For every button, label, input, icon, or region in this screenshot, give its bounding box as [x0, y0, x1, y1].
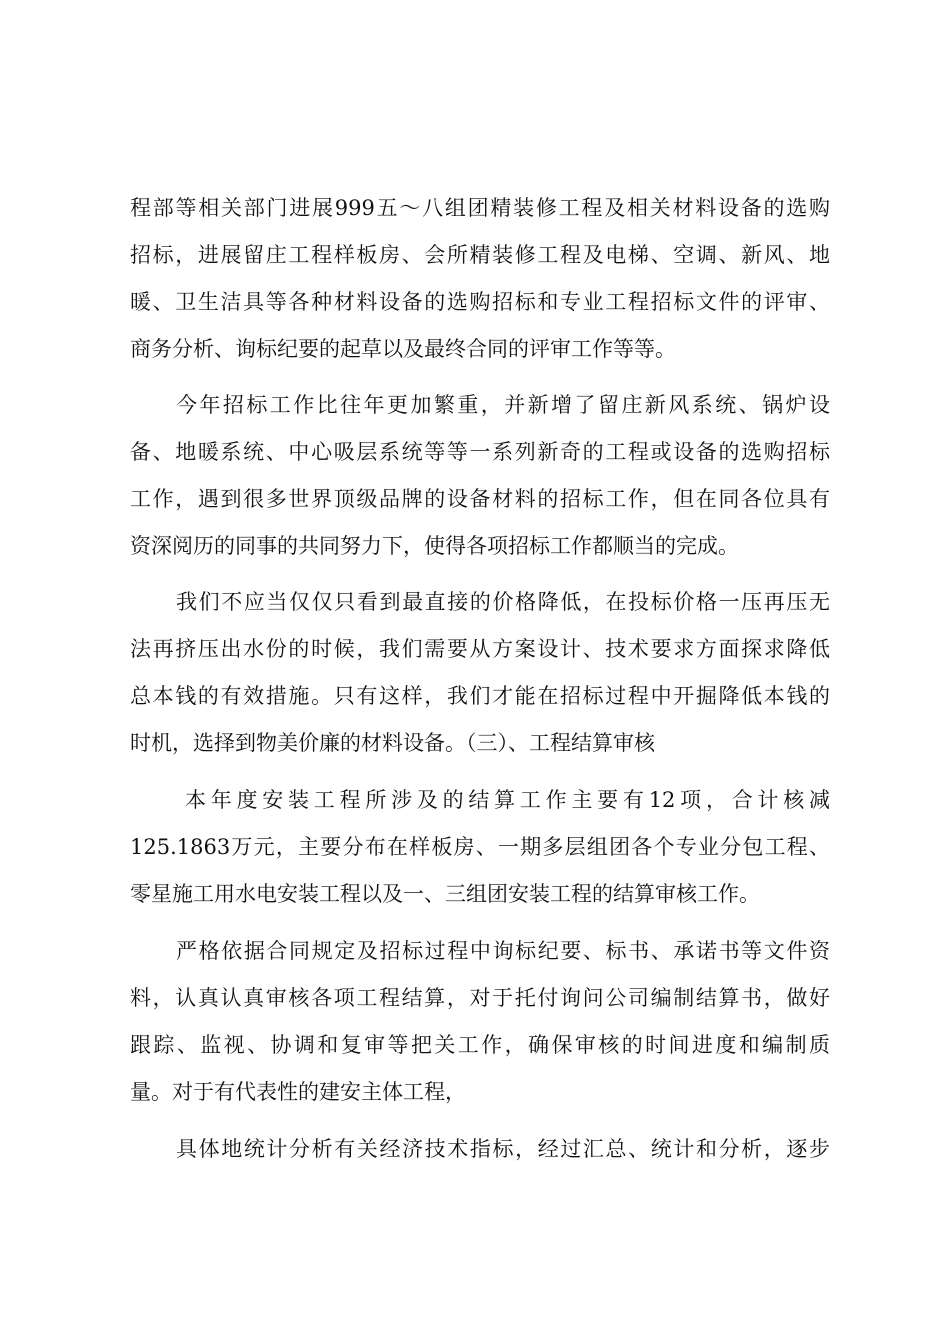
paragraph-4-line-2: 125.1863万元，主要分布在样板房、一期多层组团各个专业分包工程、 — [130, 835, 830, 859]
paragraph-4-line-3: 零星施工用水电安装工程以及一、三组团安装工程的结算审核工作。 — [130, 882, 760, 906]
paragraph-3-line-4: 时机，选择到物美价廉的材料设备。（三）、工程结算审核 — [130, 731, 655, 755]
paragraph-3-line-3: 总本钱的有效措施。只有这样，我们才能在招标过程中开掘降低本钱的 — [130, 684, 830, 708]
paragraph-3-line-2: 法再挤压出水份的时候，我们需要从方案设计、技术要求方面探求降低 — [130, 637, 830, 661]
paragraph-1-line-2: 招标，进展留庄工程样板房、会所精装修工程及电梯、空调、新风、地 — [130, 243, 830, 267]
paragraph-1-line-1: 程部等相关部门进展999五～八组团精装修工程及相关材料设备的选购 — [130, 196, 830, 220]
paragraph-2-line-1: 今年招标工作比往年更加繁重，并新增了留庄新风系统、锅炉设 — [176, 393, 830, 417]
paragraph-5-line-2: 料，认真认真审核各项工程结算，对于托付询问公司编制结算书，做好 — [130, 986, 830, 1010]
paragraph-1-line-4: 商务分析、询标纪要的起草以及最终合同的评审工作等等。 — [130, 337, 676, 361]
paragraph-3-line-1: 我们不应当仅仅只看到最直接的价格降低，在投标价格一压再压无 — [176, 590, 830, 614]
paragraph-5-line-1: 严格依据合同规定及招标过程中询标纪要、标书、承诺书等文件资 — [176, 939, 830, 963]
paragraph-2-line-4: 资深阅历的同事的共同努力下，使得各项招标工作都顺当的完成。 — [130, 534, 739, 558]
paragraph-1-line-3: 暖、卫生洁具等各种材料设备的选购招标和专业工程招标文件的评审、 — [130, 290, 830, 314]
paragraph-4-line-1: 本年度安装工程所涉及的结算工作主要有12项，合计核减 — [185, 788, 830, 812]
paragraph-5-line-3: 跟踪、监视、协调和复审等把关工作，确保审核的时间进度和编制质 — [130, 1033, 830, 1057]
paragraph-2-line-2: 备、地暖系统、中心吸层系统等等一系列新奇的工程或设备的选购招标 — [130, 440, 830, 464]
paragraph-2-line-3: 工作，遇到很多世界顶级品牌的设备材料的招标工作，但在同各位具有 — [130, 487, 830, 511]
paragraph-6-line-1: 具体地统计分析有关经济技术指标，经过汇总、统计和分析，逐步 — [176, 1137, 830, 1161]
paragraph-5-line-4: 量。对于有代表性的建安主体工程， — [130, 1080, 466, 1104]
